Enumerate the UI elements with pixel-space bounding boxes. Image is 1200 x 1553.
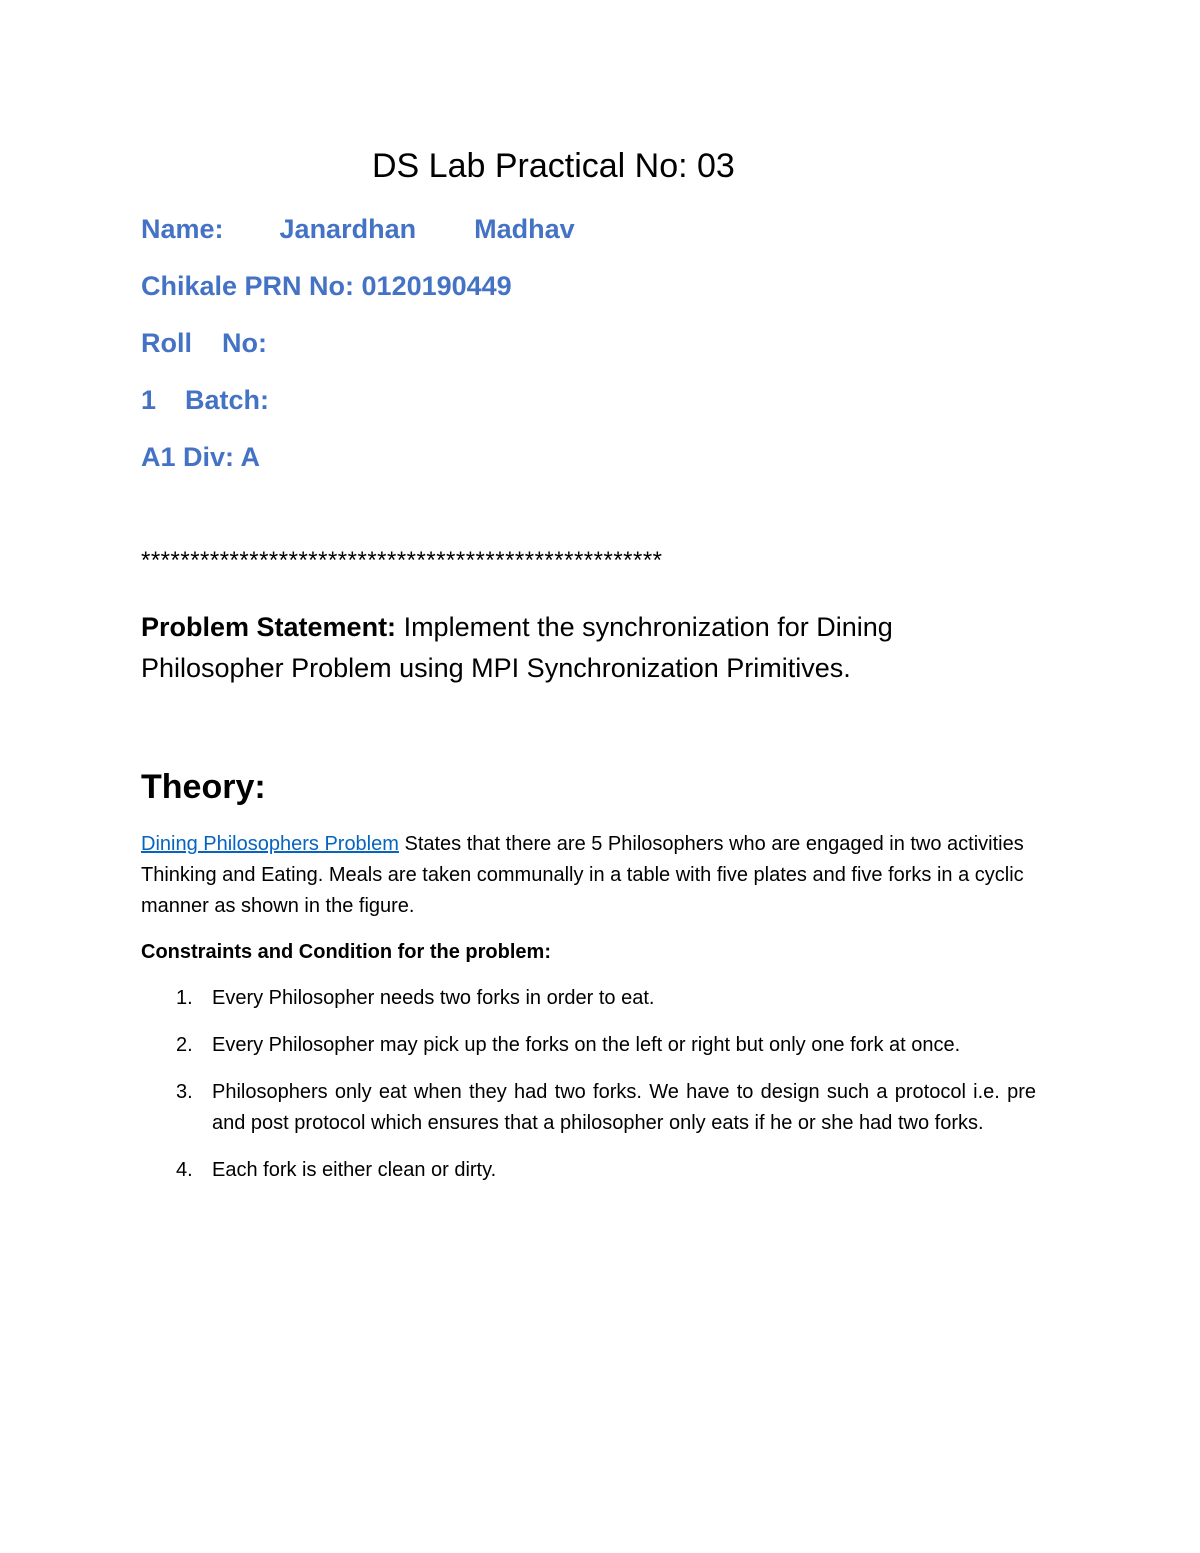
batch-label: Batch: — [185, 385, 270, 415]
list-item — [141, 1155, 1036, 1186]
list-item — [141, 983, 1036, 1014]
constraints-heading: Constraints and Condition for the problem: — [141, 941, 551, 963]
list-item — [141, 1030, 1036, 1061]
info-line-prn: Chikale PRN No: 0120190449 — [141, 271, 512, 301]
problem-statement — [141, 607, 961, 689]
problem-statement-label: Problem Statement: — [141, 612, 397, 642]
dining-philosophers-link[interactable]: Dining Philosophers Problem — [141, 833, 399, 855]
theory-heading: Theory: — [141, 768, 266, 806]
list-item-number: 4. — [176, 1159, 193, 1181]
roll-no-label: No: — [222, 328, 267, 358]
name-label: Name: — [141, 214, 224, 244]
first-name: Janardhan — [279, 214, 417, 244]
list-item-number: 2. — [176, 1034, 193, 1056]
list-item — [141, 1077, 1036, 1139]
info-line-div: A1 Div: A — [141, 442, 261, 472]
info-line-name — [141, 211, 575, 247]
problem-statement-text: Implement the synchronization for Dining Philosopher Problem using MPI Synchronization Primitives. — [141, 612, 893, 683]
list-item-text: Every Philosopher needs two forks in order to eat. — [212, 987, 655, 1009]
constraints-list — [141, 983, 1036, 1202]
info-line-roll — [141, 325, 267, 361]
middle-name: Madhav — [474, 214, 575, 244]
list-item-text: Each fork is either clean or dirty. — [212, 1159, 497, 1181]
list-item-number: 1. — [176, 987, 193, 1009]
document-title: DS Lab Practical No: 03 — [372, 147, 735, 185]
list-item-text: Every Philosopher may pick up the forks on the left or right but only one fork at once. — [212, 1034, 961, 1056]
separator-line: ***************************************************** — [141, 547, 663, 574]
theory-paragraph — [141, 829, 1036, 922]
roll-label: Roll — [141, 328, 192, 358]
info-line-batch — [141, 382, 269, 418]
theory-paragraph-text: States that there are 5 Philosophers who are engaged in two activities Thinking and Eating. Meals are taken communally in a table with five plates and five forks in a cyclic manner as shown in the figure. — [141, 833, 1024, 917]
list-item-text: Philosophers only eat when they had two forks. We have to design such a protocol i.e. pre and post protocol which ensures that a philosopher only eats if he or she had two forks. — [212, 1081, 1036, 1134]
list-item-number: 3. — [176, 1081, 193, 1103]
roll-number: 1 — [141, 385, 157, 415]
